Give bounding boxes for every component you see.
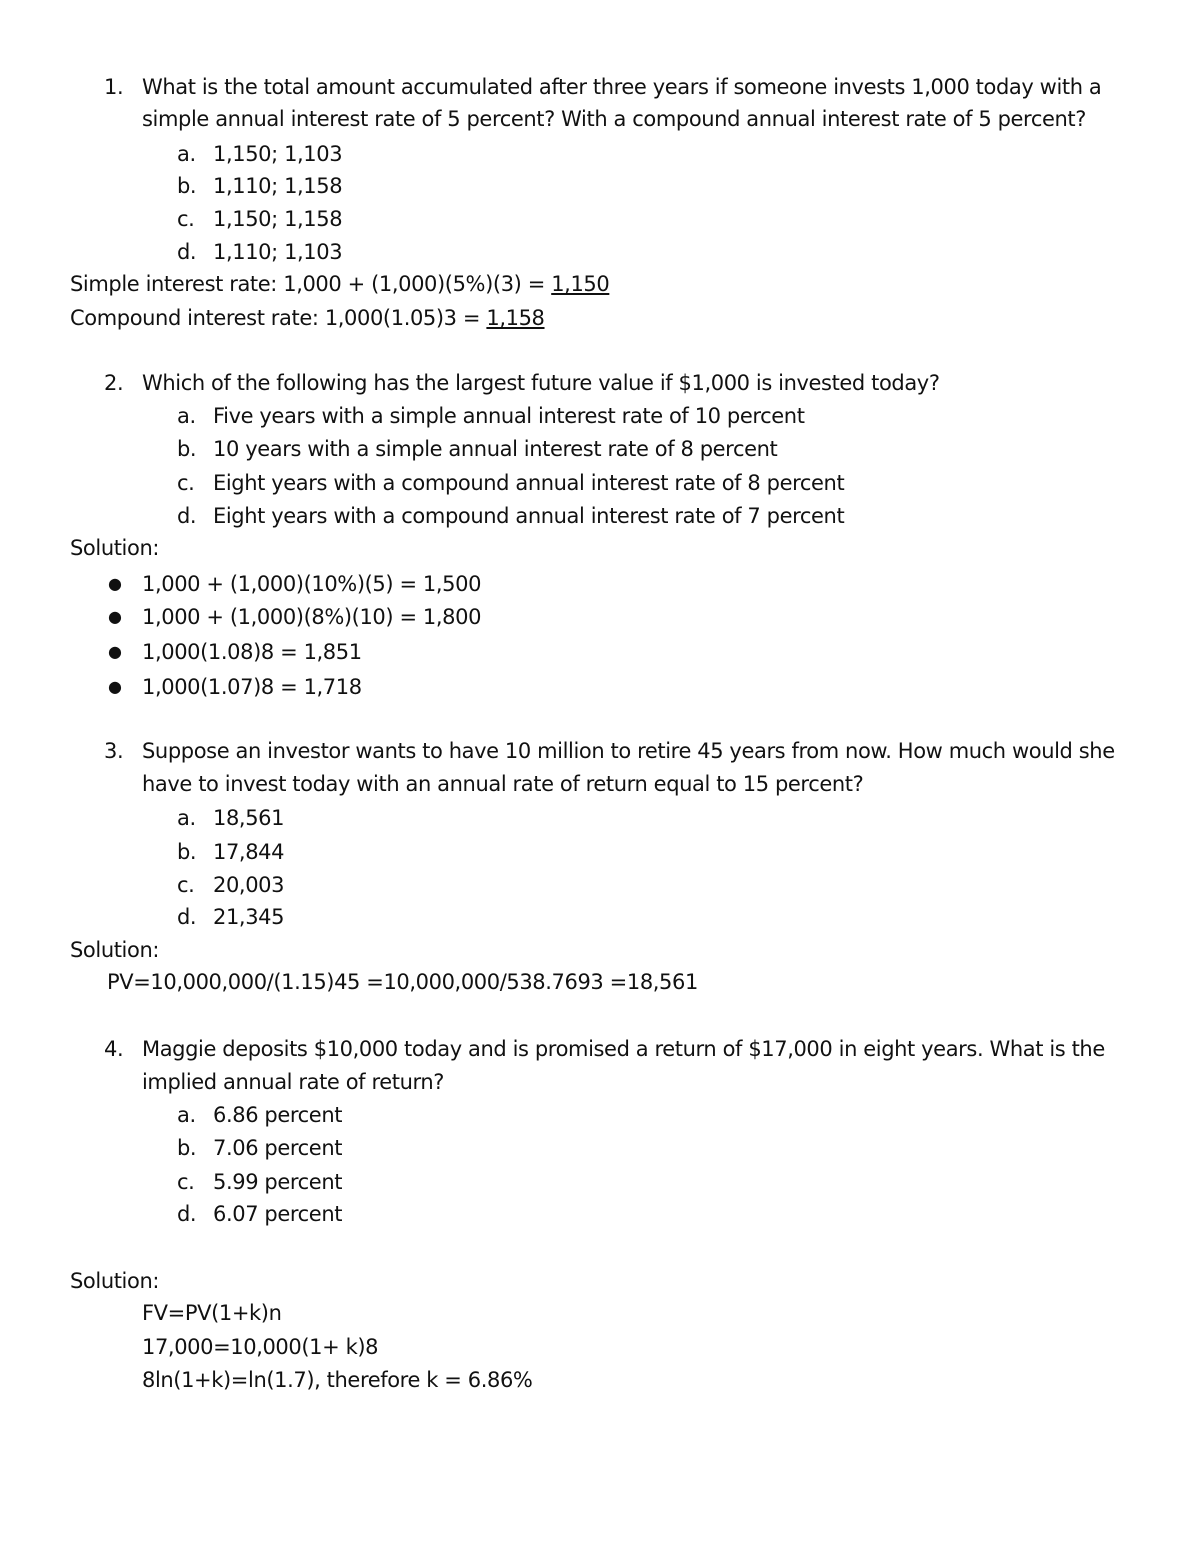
option-letter: c.	[177, 1170, 195, 1194]
solution-line: 17,000=10,000(1+ k)8	[142, 1335, 379, 1359]
question-number: 2.	[104, 371, 124, 395]
option-text: 18,561	[213, 806, 285, 830]
question-text-line: implied annual rate of return?	[142, 1070, 444, 1094]
option-text: 6.86 percent	[213, 1103, 343, 1127]
solution-result: 1,158	[486, 306, 545, 330]
solution-result: 1,150	[551, 272, 610, 296]
option-letter: c.	[177, 873, 195, 897]
solution-label: Solution:	[70, 536, 160, 560]
question-text-line: have to invest today with an annual rate of return equal to 15 percent?	[142, 772, 864, 796]
option-text: 10 years with a simple annual interest rate of 8 percent	[213, 437, 778, 461]
option-text: Five years with a simple annual interest rate of 10 percent	[213, 404, 805, 428]
option-letter: d.	[177, 240, 197, 264]
question-number: 3.	[104, 739, 124, 763]
question-text-line: Maggie deposits $10,000 today and is promised a return of $17,000 in eight years. What is the	[142, 1037, 1105, 1061]
option-letter: d.	[177, 504, 197, 528]
option-letter: a.	[177, 1103, 196, 1127]
question-text-line: What is the total amount accumulated after three years if someone invests 1,000 today with a	[142, 75, 1102, 99]
solution-line: 8ln(1+k)=ln(1.7), therefore k = 6.86%	[142, 1368, 533, 1392]
solution-simple-line	[70, 271, 609, 297]
option-letter: b.	[177, 840, 197, 864]
option-letter: b.	[177, 174, 197, 198]
option-text: 20,003	[213, 873, 285, 897]
option-letter: a.	[177, 806, 196, 830]
question-number: 1.	[104, 75, 124, 99]
question-text-line: Suppose an investor wants to have 10 million to retire 45 years from now. How much would she	[142, 739, 1115, 763]
solution-line: PV=10,000,000/(1.15)45 =10,000,000/538.7693 =18,561	[107, 970, 698, 994]
bullet-icon: ●	[108, 642, 122, 661]
solution-bullet: 1,000(1.07)8 = 1,718	[142, 675, 362, 699]
option-text: 1,110; 1,103	[213, 240, 343, 264]
option-letter: b.	[177, 1136, 197, 1160]
option-text: Eight years with a compound annual interest rate of 8 percent	[213, 471, 845, 495]
solution-compound-line	[70, 305, 545, 331]
bullet-icon: ●	[108, 677, 122, 696]
solution-text: Compound interest rate: 1,000(1.05)3 =	[70, 306, 487, 330]
option-text: 5.99 percent	[213, 1170, 343, 1194]
solution-label: Solution:	[70, 938, 160, 962]
option-text: 1,150; 1,158	[213, 207, 343, 231]
option-text: 7.06 percent	[213, 1136, 343, 1160]
option-text: Eight years with a compound annual interest rate of 7 percent	[213, 504, 845, 528]
solution-bullet: 1,000 + (1,000)(8%)(10) = 1,800	[142, 605, 482, 629]
option-text: 21,345	[213, 905, 285, 929]
question-number: 4.	[104, 1037, 124, 1061]
option-letter: b.	[177, 437, 197, 461]
solution-label: Solution:	[70, 1269, 160, 1293]
solution-line: FV=PV(1+k)n	[142, 1301, 282, 1325]
solution-bullet: 1,000 + (1,000)(10%)(5) = 1,500	[142, 572, 482, 596]
bullet-icon: ●	[108, 607, 122, 626]
option-text: 17,844	[213, 840, 285, 864]
option-letter: a.	[177, 404, 196, 428]
option-letter: c.	[177, 471, 195, 495]
option-text: 1,110; 1,158	[213, 174, 343, 198]
solution-text: Simple interest rate: 1,000 + (1,000)(5%)(3) =	[70, 272, 552, 296]
bullet-icon: ●	[108, 574, 122, 593]
option-letter: c.	[177, 207, 195, 231]
option-letter: d.	[177, 905, 197, 929]
option-text: 6.07 percent	[213, 1202, 343, 1226]
question-text-line: Which of the following has the largest future value if $1,000 is invested today?	[142, 371, 940, 395]
solution-bullet: 1,000(1.08)8 = 1,851	[142, 640, 362, 664]
option-text: 1,150; 1,103	[213, 142, 343, 166]
question-text-line: simple annual interest rate of 5 percent? With a compound annual interest rate of 5 percent?	[142, 107, 1086, 131]
option-letter: d.	[177, 1202, 197, 1226]
option-letter: a.	[177, 142, 196, 166]
